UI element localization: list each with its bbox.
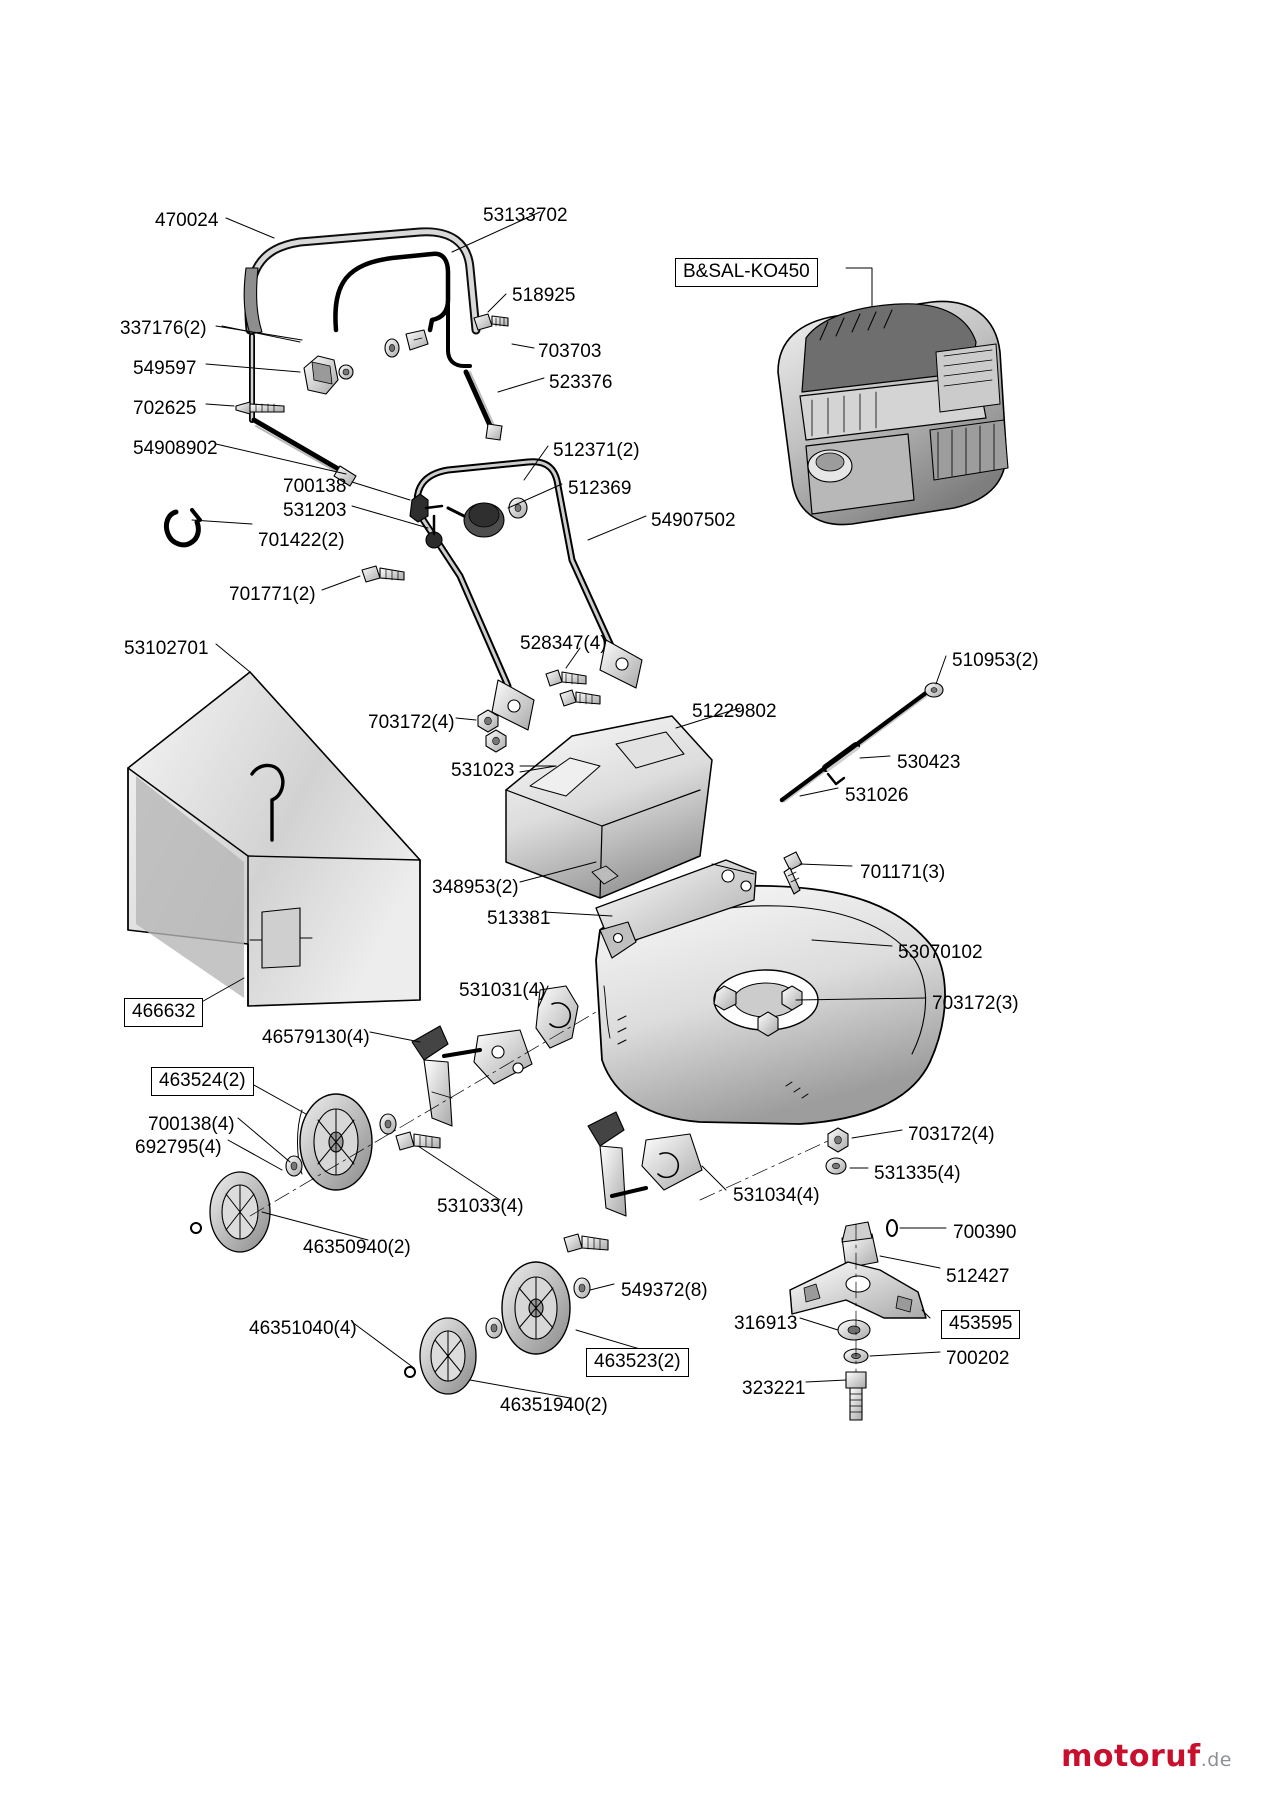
part-number-label: 700138: [283, 476, 347, 497]
part-number-label: 703172(4): [368, 712, 455, 733]
part-number-label: 46351040(4): [249, 1318, 357, 1339]
part-number-label: 531023: [451, 760, 515, 781]
part-number-label: 323221: [742, 1378, 806, 1399]
part-number-label: 701422(2): [258, 530, 345, 551]
part-number-label: 700202: [946, 1348, 1010, 1369]
part-number-label: 54908902: [133, 438, 218, 459]
part-number-label: 463523(2): [586, 1348, 689, 1377]
part-number-label: 531026: [845, 785, 909, 806]
part-number-label: 700138(4): [148, 1114, 235, 1135]
part-number-label: 549597: [133, 358, 197, 379]
part-number-label: 523376: [549, 372, 613, 393]
part-number-label: 466632: [124, 998, 203, 1027]
watermark-brand: motoruf: [1061, 1739, 1201, 1774]
part-number-label: 510953(2): [952, 650, 1039, 671]
part-number-label: 337176(2): [120, 318, 207, 339]
part-number-label: 51229802: [692, 701, 777, 722]
part-number-label: 54907502: [651, 510, 736, 531]
part-number-label: 470024: [155, 210, 219, 231]
part-number-label: 453595: [941, 1310, 1020, 1339]
part-number-label: 530423: [897, 752, 961, 773]
part-number-label: 701771(2): [229, 584, 316, 605]
part-number-label: 46350940(2): [303, 1237, 411, 1258]
part-number-label: 53133702: [483, 205, 568, 226]
watermark-motoruf: [1061, 1739, 1232, 1774]
part-number-label: 513381: [487, 908, 551, 929]
part-number-label: 46579130(4): [262, 1027, 370, 1048]
part-number-label: 53070102: [898, 942, 983, 963]
part-number-label: 512369: [568, 478, 632, 499]
part-number-label: 531034(4): [733, 1185, 820, 1206]
part-number-label: 528347(4): [520, 633, 607, 654]
part-number-label: 348953(2): [432, 877, 519, 898]
part-number-label: 53102701: [124, 638, 209, 659]
part-number-label: 702625: [133, 398, 197, 419]
part-number-label: 531031(4): [459, 980, 546, 1001]
part-number-label: 512427: [946, 1266, 1010, 1287]
part-number-label: 46351940(2): [500, 1395, 608, 1416]
part-number-label: 531203: [283, 500, 347, 521]
part-number-label: 692795(4): [135, 1137, 222, 1158]
part-number-label: 512371(2): [553, 440, 640, 461]
part-number-label: 703703: [538, 341, 602, 362]
part-number-label: 531335(4): [874, 1163, 961, 1184]
part-number-label: 700390: [953, 1222, 1017, 1243]
part-number-label: 531033(4): [437, 1196, 524, 1217]
part-number-label: 463524(2): [151, 1067, 254, 1096]
part-number-label: B&SAL-KO450: [675, 258, 818, 287]
watermark-suffix: .de: [1200, 1749, 1232, 1771]
part-number-label: 549372(8): [621, 1280, 708, 1301]
part-number-label: 703172(4): [908, 1124, 995, 1145]
part-number-label: 518925: [512, 285, 576, 306]
part-number-label: 703172(3): [932, 993, 1019, 1014]
part-number-label: 316913: [734, 1313, 798, 1334]
part-number-label: 701171(3): [860, 862, 946, 883]
